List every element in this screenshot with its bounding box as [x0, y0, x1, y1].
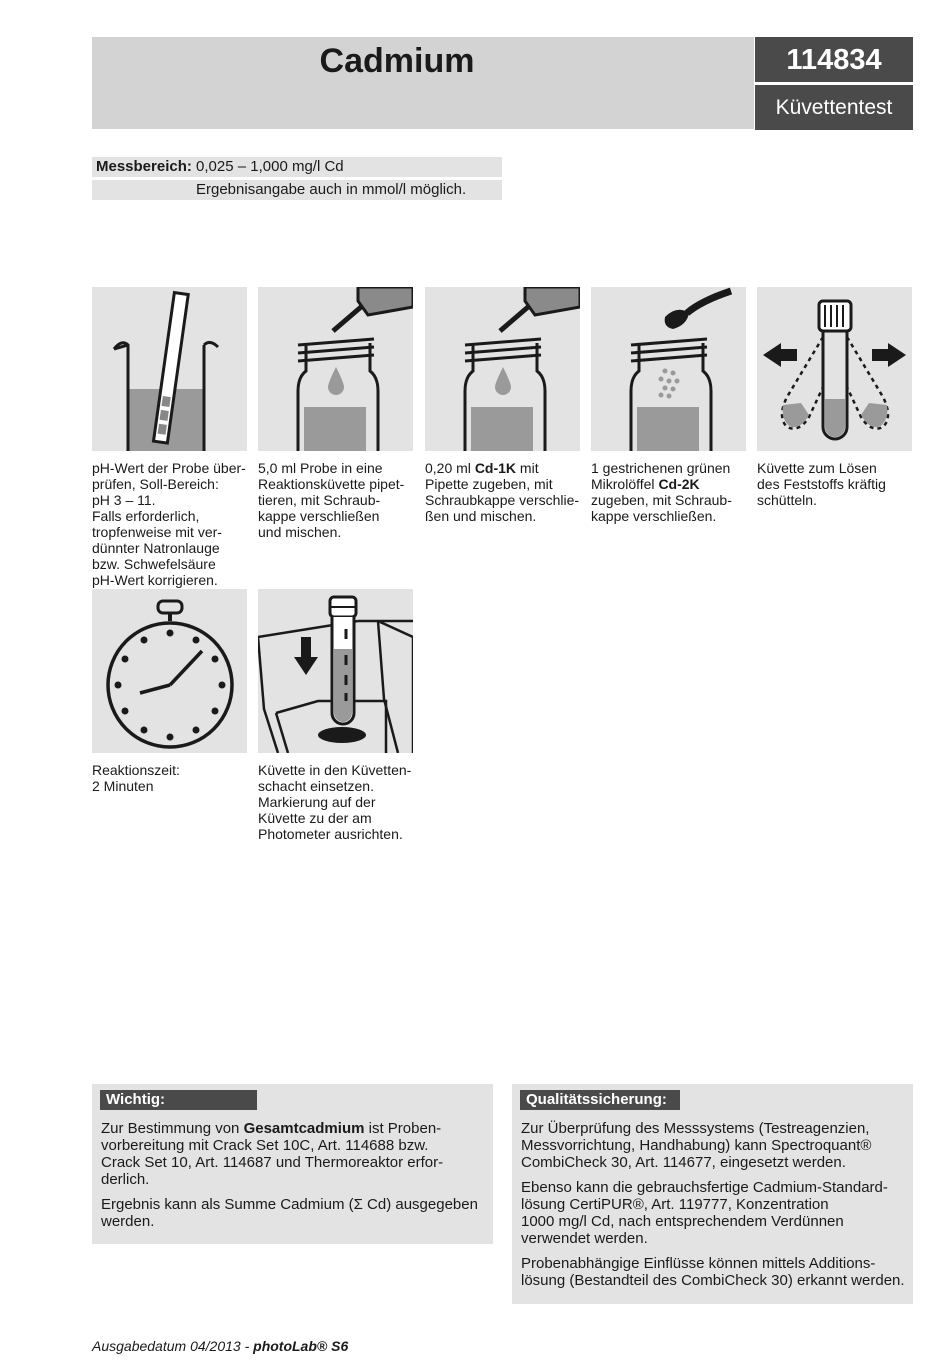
step-5-caption: Küvette zum Lösen des Feststoffs kräftig schütteln.: [757, 460, 886, 508]
page-title: Cadmium: [319, 42, 475, 80]
issue-date: Ausgabedatum 04/2013: [92, 1338, 241, 1354]
quality-heading: Qualitätssicherung:: [520, 1090, 680, 1110]
pipette-cuvette-icon: [258, 287, 413, 451]
step-6-caption: Reaktionszeit: 2 Minuten: [92, 762, 180, 794]
reagent-name: Cd-1K: [474, 460, 517, 476]
important-box: [92, 1084, 493, 1244]
step-7-caption: Küvette in den Küvetten- schacht einsetzen. Markierung auf der Küvette zu der am Photometer ausrichten.: [258, 762, 412, 842]
important-text: Zur Bestimmung von Gesamtcadmium ist Proben- vorbereitung mit Crack Set 10C, Art. 114688 bzw. Crack Set 10, Art. 114687 und Thermoreaktor erfor- derlich. Ergebnis kann als Summe Cadmium (Σ Cd) ausgegeben werden.: [101, 1120, 478, 1230]
step-3-caption: 0,20 ml Cd-1K mit Pipette zugeben, mit Schraubkappe verschlie- ßen und mischen.: [425, 460, 580, 524]
step-4-caption: 1 gestrichenen grünen Mikrolöffel Cd-2K zugeben, mit Schraub- kappe verschließen.: [591, 460, 732, 524]
test-type-label: Küvettentest: [755, 85, 913, 130]
step-1-caption: pH-Wert der Probe über- prüfen, Soll-Bereich: pH 3 – 11. Falls erforderlich, tropfenweise mit ver- dünnter Natronlauge bzw. Schwefelsäure pH-Wert korrigieren.: [92, 460, 246, 588]
measuring-range-note-row: [92, 180, 502, 200]
article-code: 114834: [755, 37, 913, 82]
product-name: photoLab® S6: [253, 1338, 349, 1354]
measuring-range-note: Ergebnisangabe auch in mmol/l möglich.: [196, 181, 467, 198]
cuvette-insert-icon: [258, 589, 413, 753]
footer: Ausgabedatum 04/2013 - photoLab® S6: [92, 1338, 349, 1354]
measuring-range-label: Messbereich:: [96, 158, 192, 175]
quality-text: Zur Überprüfung des Messsystems (Testreagenzien, Messvorrichtung, Handhabung) kann Spectroquant® CombiCheck 30, Art. 114677, eingesetzt werden. Ebenso kann die gebrauchsfertige Cadmium-Standard- lösung CertiPUR®, Art. 119777, Konzentration 1000 mg/l Cd, nach entsprechendem Verdünnen verwendet werden. Probenabhängige Einflüsse können mittels Additions- lösung (Bestandteil des CombiCheck 30) erkannt werden.: [521, 1120, 905, 1289]
measuring-range-value: 0,025 – 1,000 mg/l Cd: [196, 158, 344, 175]
shake-tube-icon: [757, 287, 912, 451]
stopwatch-icon: [92, 589, 247, 753]
pipette-reagent-icon: [425, 287, 580, 451]
measuring-range-row: [92, 157, 502, 177]
microspoon-powder-icon: [591, 287, 746, 451]
important-heading: Wichtig:: [100, 1090, 257, 1110]
step-2-caption: 5,0 ml Probe in eine Reaktionsküvette pipet- tieren, mit Schraub- kappe verschließen und mischen.: [258, 460, 405, 540]
quality-box: [512, 1084, 913, 1304]
ph-strip-beaker-icon: [92, 287, 247, 451]
reagent-name: Cd-2K: [658, 476, 700, 492]
